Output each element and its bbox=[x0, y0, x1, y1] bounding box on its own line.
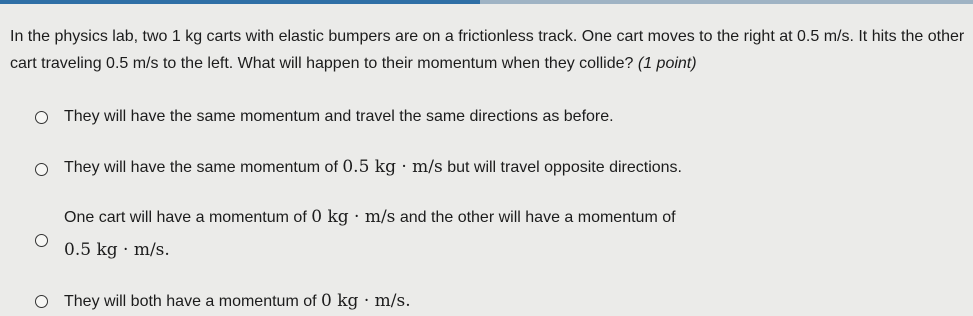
option-3-text-line-1 bbox=[64, 207, 676, 228]
option-3-text-line-2 bbox=[64, 240, 170, 261]
option-2-text-before: They will have the same momentum of bbox=[64, 159, 338, 176]
radio-button-option-3[interactable] bbox=[35, 234, 48, 247]
answer-option-3[interactable] bbox=[35, 207, 935, 277]
option-3-text-before: One cart will have a momentum of bbox=[64, 209, 307, 226]
option-4-text-before: They will both have a momentum of bbox=[64, 293, 317, 310]
option-3-math-1: 0 kg · m/s bbox=[311, 207, 396, 227]
option-4-math: 0 kg · m/s. bbox=[321, 291, 411, 311]
option-2-math: 0.5 kg · m/s bbox=[342, 157, 443, 177]
radio-button-option-2[interactable] bbox=[35, 163, 48, 176]
option-2-text bbox=[64, 157, 682, 178]
option-3-math-2: 0.5 kg · m/s. bbox=[64, 240, 170, 260]
radio-button-option-4[interactable] bbox=[35, 295, 48, 308]
question-text: In the physics lab, two 1 kg carts with elastic bumpers are on a frictionless track. One cart moves to the right at 0.5 m/s. It hits the other cart traveling 0.5 m/s to the left. What will happen to their momentum when they collide? bbox=[10, 28, 965, 72]
question-prompt bbox=[10, 23, 965, 77]
option-2-text-after: but will travel opposite directions. bbox=[447, 159, 682, 176]
top-progress-bar bbox=[0, 0, 973, 4]
option-1-text: They will have the same momentum and travel the same directions as before. bbox=[64, 108, 614, 125]
question-points: (1 point) bbox=[637, 55, 697, 72]
option-3-text-middle: and the other will have a momentum of bbox=[399, 209, 676, 226]
option-4-text bbox=[64, 291, 411, 312]
top-progress-bar-accent bbox=[0, 0, 480, 4]
radio-button-option-1[interactable] bbox=[35, 111, 48, 124]
